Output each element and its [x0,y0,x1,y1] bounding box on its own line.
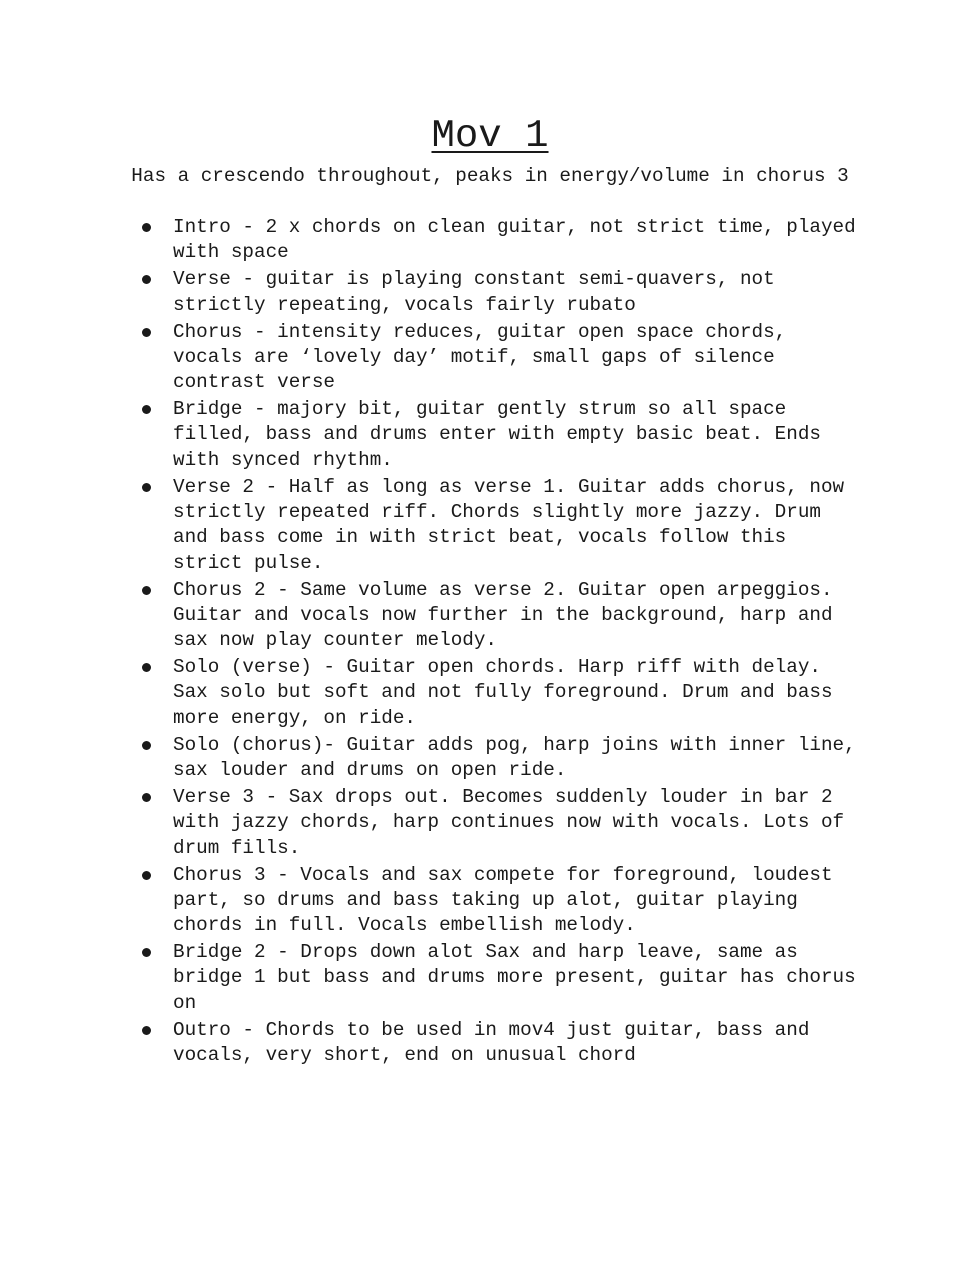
list-item [173,320,873,396]
list-item [173,863,873,939]
bullet-icon [141,475,153,500]
bullet-icon [141,733,153,758]
bullet-icon [141,397,153,422]
bullet-icon [141,785,153,810]
bullet-icon [141,320,153,345]
list-item [173,215,873,266]
list-item [173,785,873,861]
bullet-icon [141,655,153,680]
list-item-text: Intro - 2 x chords on clean guitar, not strict time, played with space [173,216,856,264]
list-item-text: Chorus - intensity reduces, guitar open space chords, vocals are ‘lovely day’ motif, small gaps of silence contrast verse [173,320,787,394]
bullet-icon [141,940,153,965]
bullet-icon [141,267,153,292]
list-item-text: Chorus 3 - Vocals and sax compete for foreground, loudest part, so drums and bass taking up alot, guitar playing chords in full. Vocals embellish melody. [173,863,833,937]
list-item-text: Solo (verse) - Guitar open chords. Harp riff with delay. Sax solo but soft and not fully foreground. Drum and bass more energy, on ride. [173,656,833,729]
page-subtitle: Has a crescendo throughout, peaks in energy/volume in chorus 3 [131,165,849,187]
list-item-text: Bridge 2 - Drops down alot Sax and harp leave, same as bridge 1 but bass and drums more present, guitar has chorus on [173,941,856,1014]
bullet-icon [141,1018,153,1043]
bullet-icon [141,863,153,888]
list-item [173,578,873,654]
list-item-text: Chorus 2 - Same volume as verse 2. Guitar open arpeggios. Guitar and vocals now further in the background, harp and sax now play counter melody. [173,578,833,652]
list-item [173,475,873,576]
list-item-text: Bridge - majory bit, guitar gently strum so all space filled, bass and drums enter with empty basic beat. Ends with synced rhythm. [173,398,821,471]
list-item-text: Verse 2 - Half as long as verse 1. Guitar adds chorus, now strictly repeated riff. Chords slightly more jazzy. Drum and bass come in with strict beat, vocals follow this strict pulse. [173,475,845,574]
list-item [173,733,873,784]
section-list [173,215,873,1070]
list-item [173,397,873,473]
bullet-icon [141,215,153,240]
list-item-text: Verse 3 - Sax drops out. Becomes suddenly louder in bar 2 with jazzy chords, harp continues now with vocals. Lots of drum fills. [173,786,845,859]
list-item-text: Solo (chorus)- Guitar adds pog, harp joins with inner line, sax louder and drums on open ride. [173,733,856,782]
list-item [173,267,873,318]
list-item-text: Outro - Chords to be used in mov4 just guitar, bass and vocals, very short, end on unusual chord [173,1018,810,1067]
list-item [173,655,873,731]
list-item [173,1018,873,1069]
list-item-text: Verse - guitar is playing constant semi-quavers, not strictly repeating, vocals fairly rubato [173,268,775,316]
page-title: Mov 1 [431,114,549,158]
list-item [173,940,873,1016]
bullet-icon [141,578,153,603]
